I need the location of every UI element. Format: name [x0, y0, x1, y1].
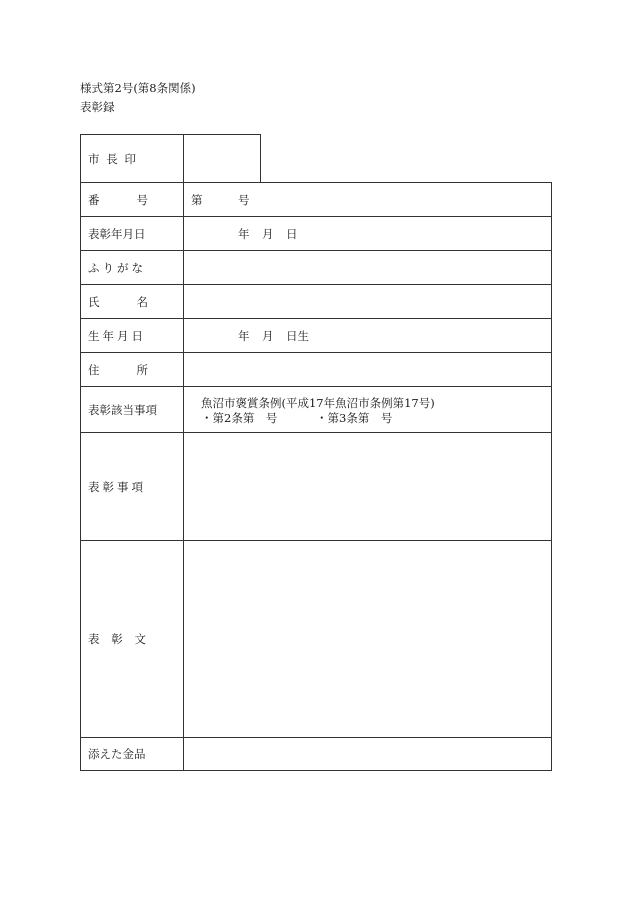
award-date-label: 表彰年月日 — [80, 216, 184, 251]
ordinance-text: 魚沼市褒賞条例(平成17年魚沼市条例第17号) — [201, 396, 435, 410]
address-label: 住 所 — [80, 352, 184, 387]
number-label-char-1: 番 — [88, 192, 100, 207]
mayor-seal-char-2: 長 — [106, 151, 118, 166]
number-dai: 第 — [191, 192, 203, 207]
address-field[interactable] — [183, 352, 552, 387]
birth-date-field[interactable] — [183, 318, 552, 353]
award-matter-label: 表 彰 事 項 — [80, 432, 184, 541]
name-label: 氏 名 — [80, 284, 184, 319]
mayor-seal-char-1: 市 — [88, 151, 100, 166]
furigana-label: ふ り が な — [80, 250, 184, 285]
award-text-label: 表 彰 文 — [80, 540, 184, 738]
name-field[interactable] — [183, 284, 552, 319]
mayor-seal-char-3: 印 — [124, 151, 136, 166]
number-field[interactable] — [183, 182, 552, 217]
applicable-label: 表彰該当事項 — [80, 386, 184, 433]
article-2-option: ・第2条第 号 — [201, 411, 278, 425]
birth-date-label: 生 年 月 日 — [80, 318, 184, 353]
award-date-field[interactable] — [183, 216, 552, 251]
applicable-field[interactable] — [183, 386, 552, 433]
mayor-seal-box[interactable] — [183, 134, 261, 183]
document-title: 表彰録 — [80, 100, 115, 114]
gift-label: 添えた金品 — [80, 737, 184, 771]
number-label — [80, 182, 184, 217]
gift-field[interactable] — [183, 737, 552, 771]
birth-date-month: 月 — [262, 328, 274, 343]
award-date-day: 日 — [286, 226, 298, 241]
furigana-field[interactable] — [183, 250, 552, 285]
birth-date-day: 日生 — [286, 328, 309, 343]
award-text-field[interactable] — [183, 540, 552, 738]
number-go: 号 — [238, 192, 250, 207]
mayor-seal-label — [80, 134, 184, 183]
birth-date-year: 年 — [238, 328, 250, 343]
form-reference: 様式第2号(第8条関係) — [80, 81, 196, 95]
award-matter-field[interactable] — [183, 432, 552, 541]
number-label-char-2: 号 — [136, 192, 148, 207]
award-date-month: 月 — [262, 226, 274, 241]
award-date-year: 年 — [238, 226, 250, 241]
article-3-option: ・第3条第 号 — [316, 411, 393, 425]
